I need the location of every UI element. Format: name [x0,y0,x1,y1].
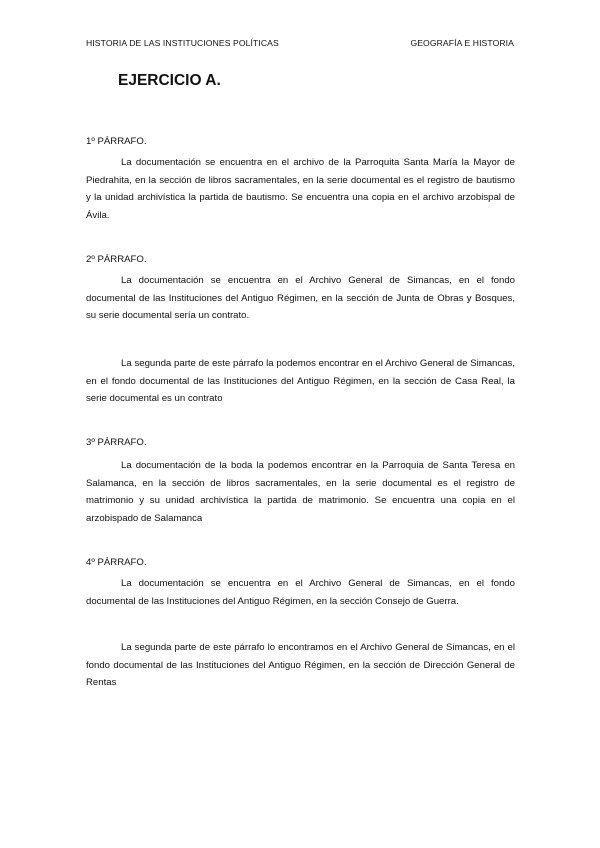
section-1-paragraph-1: La documentación se encuentra en el archivo de la Parroquita Santa María la Mayor de Piedrahita, en la sección de libros sacramentales, en la serie documental es el registro de bautismo y la unidad archivística la partida de bautismo. Se encuentra una copia en el archivo arzobispal de Ávila. [86,157,515,221]
section-4-paragraph-2: La segunda parte de este párrafo lo encontramos en el Archivo General de Simancas, en el fondo documental de las Instituciones del Antiguo Régimen, en la sección de Dirección General de Rentas [86,642,515,688]
section-heading-3: 3º PÁRRAFO. [86,437,147,448]
section-heading-4: 4º PÁRRAFO. [86,557,147,568]
section-2-paragraph-2: La segunda parte de este párrafo la podemos encontrar en el Archivo General de Simancas, en el fondo documental de las Instituciones del Antiguo Régimen, en la sección de Casa Real, la serie documental es un contrato [86,358,515,404]
header-degree-title: GEOGRAFÍA E HISTORIA [410,38,514,48]
section-4-paragraph-1: La documentación se encuentra en el Archivo General de Simancas, en el fondo documental de las Instituciones del Antiguo Régimen, en la sección Consejo de Guerra. [86,578,515,607]
section-2-paragraph-1: La documentación se encuentra en el Archivo General de Simancas, en el fondo documental de las Instituciones del Antiguo Régimen, en la sección de Junta de Obras y Bosques, su serie documental sería un contrato. [86,275,515,321]
page-header [86,38,514,52]
header-course-title: HISTORIA DE LAS INSTITUCIONES POLÍTICAS [86,38,279,48]
section-heading-1: 1º PÁRRAFO. [86,136,147,147]
section-heading-2: 2º PÁRRAFO. [86,254,147,265]
document-title: EJERCICIO A. [118,72,221,89]
section-3-paragraph-1: La documentación de la boda la podemos encontrar en la Parroquia de Santa Teresa en Salamanca, en la sección de libros sacramentales, en la serie documental es el registro de matrimonio y su unidad archivística la partida de matrimonio. Se encuentra una copia en el arzobispado de Salamanca [86,460,515,524]
